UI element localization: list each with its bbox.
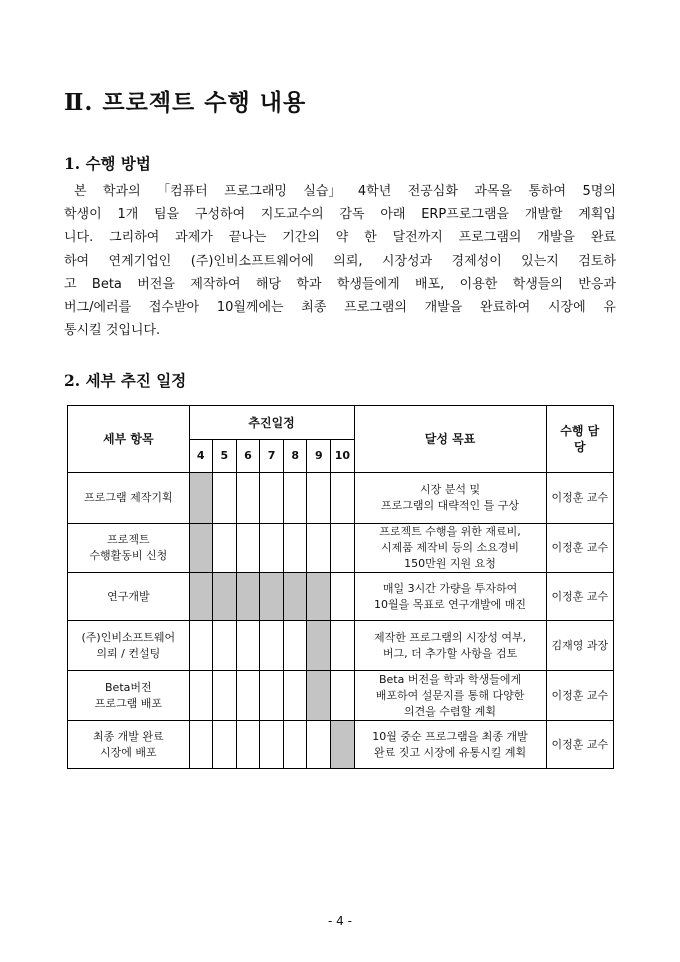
month-header: 9 — [307, 440, 331, 473]
paragraph-word: 학생들의 — [512, 276, 563, 292]
paragraph-word: 해당 — [255, 276, 282, 292]
schedule-cell — [259, 524, 283, 573]
schedule-cell — [259, 671, 283, 721]
schedule-cell-active — [259, 573, 283, 621]
schedule-cell-active — [189, 473, 212, 524]
paragraph-line — [64, 319, 616, 342]
schedule-cell — [189, 671, 212, 721]
schedule-cell-active — [189, 524, 212, 573]
paragraph-word: 과목을 — [474, 184, 513, 199]
schedule-cell — [189, 721, 212, 769]
paragraph-word: 「컴퓨터 — [157, 184, 208, 199]
paragraph-line — [64, 203, 616, 226]
schedule-table — [67, 405, 614, 769]
cell-goal — [354, 671, 546, 721]
paragraph-word: 반응과 — [578, 276, 616, 292]
paragraph-word: 통시킬 — [64, 323, 102, 339]
paragraph-word: 검토하 — [578, 253, 616, 269]
paragraph-word: 유 — [603, 299, 616, 315]
paragraph-word: Beta — [91, 276, 122, 292]
paragraph-word: 팀을 — [154, 207, 180, 223]
cell-item-line: 연구개발 — [107, 589, 150, 603]
schedule-cell — [236, 671, 259, 721]
month-header: 10 — [331, 440, 354, 473]
paragraph-word: 10월께에는 — [216, 299, 284, 315]
paragraph-word: 프로그래밍 — [224, 184, 287, 199]
cell-owner — [546, 721, 613, 769]
cell-owner — [546, 573, 613, 621]
paragraph-word: 완료 — [590, 230, 616, 246]
schedule-cell — [189, 621, 212, 671]
cell-goal-line: 시제품 제작비 등의 소요경비 — [381, 541, 520, 554]
paragraph-word: ERP프로그램을 — [421, 207, 510, 223]
paragraph-word: 달전까지 — [392, 230, 443, 246]
paragraph-word: 학생들에게 — [336, 276, 400, 292]
paragraph-line — [64, 180, 616, 203]
paragraph-word: 과제가 — [175, 230, 213, 246]
paragraph-word: 하여 — [64, 253, 90, 269]
cell-goal-line: 150만원 지원 요청 — [404, 557, 496, 570]
schedule-cell — [236, 721, 259, 769]
paragraph-word: 니다. — [64, 230, 94, 246]
cell-goal-line: 10월을 목표로 연구개발에 매진 — [374, 597, 527, 611]
cell-item-line: 수행활동비 신청 — [89, 549, 168, 562]
schedule-cell — [236, 473, 259, 524]
cell-owner — [546, 524, 613, 573]
section-title: Ⅱ. 프로젝트 수행 내용 — [64, 89, 307, 116]
cell-goal — [354, 621, 546, 671]
cell-item-line: 프로그램 배포 — [94, 696, 162, 710]
schedule-cell — [284, 473, 307, 524]
cell-item — [68, 524, 190, 573]
month-header: 5 — [212, 440, 236, 473]
paragraph-word: 것입니다. — [101, 323, 161, 339]
table-row — [68, 524, 614, 573]
cell-goal — [354, 473, 546, 524]
paragraph-word: 프로그램의 — [344, 299, 407, 315]
cell-goal — [354, 524, 546, 573]
subsection-title-method: 1. 수행 방법 — [64, 154, 151, 173]
schedule-cell — [331, 671, 354, 721]
cell-owner-line: 이정훈 교수 — [551, 688, 609, 702]
schedule-cell — [236, 524, 259, 573]
cell-owner-line: 이정훈 교수 — [551, 589, 609, 603]
cell-owner — [546, 671, 613, 721]
paragraph-word: 프로그램의 — [458, 230, 522, 246]
cell-goal-line: 의견을 수렴할 계획 — [404, 704, 497, 718]
cell-goal-line: 배포하여 설문지를 통해 다양한 — [375, 688, 525, 702]
month-header: 8 — [284, 440, 307, 473]
schedule-cell — [259, 721, 283, 769]
paragraph-word: 경제성이 — [451, 253, 502, 269]
method-paragraph — [64, 180, 616, 342]
header-goal: 달성 목표 — [354, 406, 546, 473]
cell-item-line: (주)인비소프트웨어 — [81, 630, 176, 644]
schedule-cell — [212, 671, 236, 721]
paragraph-word: 이용한 — [459, 276, 498, 292]
cell-owner-line: 이정훈 교수 — [551, 541, 609, 554]
cell-item — [68, 473, 190, 524]
table-row — [68, 473, 614, 524]
cell-item-line: 프로그램 제작기획 — [84, 491, 173, 504]
schedule-cell — [212, 524, 236, 573]
cell-goal-line: 프로젝트 수행을 위한 재료비, — [379, 525, 521, 538]
cell-owner-line: 이정훈 교수 — [551, 491, 609, 504]
cell-goal — [354, 573, 546, 621]
header-schedule: 추진일정 — [189, 406, 354, 440]
paragraph-word: 통하여 — [528, 184, 567, 199]
schedule-cell-active — [307, 621, 331, 671]
schedule-cell — [284, 621, 307, 671]
cell-item-line: 프로젝트 — [107, 533, 150, 546]
paragraph-word: 끝나는 — [228, 230, 267, 246]
cell-goal-line: 완료 짓고 시장에 유통시킬 계획 — [373, 745, 527, 759]
paragraph-word: 고 — [64, 276, 77, 292]
paragraph-word: 5명의 — [582, 184, 616, 199]
cell-item-line: 시장에 배포 — [100, 745, 157, 759]
schedule-cell — [331, 473, 354, 524]
cell-item — [68, 671, 190, 721]
table-row — [68, 573, 614, 621]
schedule-cell — [331, 621, 354, 671]
schedule-cell-active — [236, 573, 259, 621]
cell-item-line: Beta버전 — [105, 680, 152, 694]
paragraph-line — [64, 250, 616, 273]
cell-goal-line: 매일 3시간 가량을 투자하여 — [382, 581, 518, 595]
month-header: 7 — [259, 440, 283, 473]
schedule-cell — [259, 473, 283, 524]
subsection-title-schedule: 2. 세부 추진 일정 — [64, 371, 187, 390]
cell-item — [68, 573, 190, 621]
cell-goal — [354, 721, 546, 769]
paragraph-word: 있는지 — [521, 253, 559, 269]
table-row — [68, 721, 614, 769]
cell-item-line: 최종 개발 완료 — [92, 729, 164, 743]
schedule-cell-active — [212, 573, 236, 621]
paragraph-word: 시장에 — [547, 299, 586, 315]
paragraph-word: 학생이 — [64, 207, 102, 223]
schedule-cell — [259, 621, 283, 671]
paragraph-word: 실습」 — [303, 184, 342, 199]
paragraph-word: 기간의 — [282, 230, 320, 246]
schedule-cell — [331, 524, 354, 573]
paragraph-word: 연계기업인 — [108, 253, 172, 269]
paragraph-line — [64, 296, 616, 319]
paragraph-word: 한 — [364, 230, 377, 246]
schedule-cell — [307, 524, 331, 573]
table-row — [68, 621, 614, 671]
schedule-cell — [212, 473, 236, 524]
paragraph-word: (주)인비소프트웨어에 — [190, 253, 314, 269]
schedule-cell-active — [189, 573, 212, 621]
month-header: 6 — [236, 440, 259, 473]
cell-owner-line: 김재영 과장 — [551, 638, 609, 652]
paragraph-word: 학과 — [296, 276, 322, 292]
paragraph-word: 의뢰, — [333, 253, 363, 269]
schedule-cell — [236, 621, 259, 671]
paragraph-word: 약 — [335, 230, 349, 246]
cell-item — [68, 621, 190, 671]
paragraph-word: 전공심화 — [407, 184, 458, 199]
cell-item-line: 의뢰 / 컨설팅 — [96, 646, 161, 660]
cell-goal-line: 시장 분석 및 — [419, 483, 481, 496]
schedule-cell — [284, 721, 307, 769]
cell-item — [68, 721, 190, 769]
cell-owner — [546, 621, 613, 671]
table-row — [68, 671, 614, 721]
cell-goal-line: 버그, 더 추가할 사항을 검토 — [382, 646, 518, 660]
paragraph-word: 최종 — [301, 299, 327, 315]
paragraph-word: 개발할 — [524, 207, 563, 223]
paragraph-word: 아래 — [380, 207, 406, 223]
paragraph-word: 지도교수의 — [260, 207, 324, 223]
paragraph-word: 접수받아 — [148, 299, 200, 315]
paragraph-word: 1개 — [117, 207, 139, 223]
paragraph-word: 본 — [74, 184, 87, 199]
schedule-cell — [307, 473, 331, 524]
schedule-cell — [284, 524, 307, 573]
cell-owner — [546, 473, 613, 524]
paragraph-word: 개발을 — [537, 230, 575, 246]
paragraph-line — [64, 226, 616, 249]
paragraph-line — [64, 273, 616, 296]
schedule-cell — [307, 721, 331, 769]
schedule-cell — [331, 573, 354, 621]
paragraph-word: 계획입 — [578, 207, 616, 223]
schedule-cell — [212, 621, 236, 671]
header-owner: 수행 담당 — [546, 406, 613, 473]
schedule-cell-active — [284, 573, 307, 621]
paragraph-word: 버전을 — [137, 276, 175, 292]
paragraph-word: 제작하여 — [190, 276, 241, 292]
paragraph-word: 버그/에러를 — [64, 299, 132, 315]
cell-goal-line: 10월 중순 프로그램을 최종 개발 — [372, 729, 528, 743]
schedule-cell — [212, 721, 236, 769]
paragraph-word: 감독 — [339, 207, 365, 223]
schedule-cell — [284, 671, 307, 721]
cell-goal-line: 제작한 프로그램의 시장성 여부, — [373, 630, 527, 644]
month-header: 4 — [189, 440, 212, 473]
paragraph-word: 그리하여 — [109, 230, 160, 246]
schedule-cell-active — [307, 671, 331, 721]
paragraph-word: 시장성과 — [381, 253, 433, 269]
paragraph-word: 4학년 — [357, 184, 392, 199]
cell-owner-line: 이정훈 교수 — [551, 737, 609, 751]
header-item: 세부 항목 — [68, 406, 190, 473]
schedule-cell-active — [331, 721, 354, 769]
cell-goal-line: 프로그램의 대략적인 틀 구상 — [381, 499, 520, 512]
paragraph-word: 배포, — [415, 276, 445, 292]
paragraph-word: 개발을 — [424, 299, 463, 315]
paragraph-word: 구성하여 — [194, 207, 246, 223]
cell-goal-line: Beta 버전을 학과 학생들에게 — [378, 672, 522, 686]
page-number: - 4 - — [328, 914, 352, 928]
paragraph-word: 완료하여 — [480, 299, 531, 315]
schedule-cell-active — [307, 573, 331, 621]
paragraph-word: 학과의 — [102, 184, 141, 199]
